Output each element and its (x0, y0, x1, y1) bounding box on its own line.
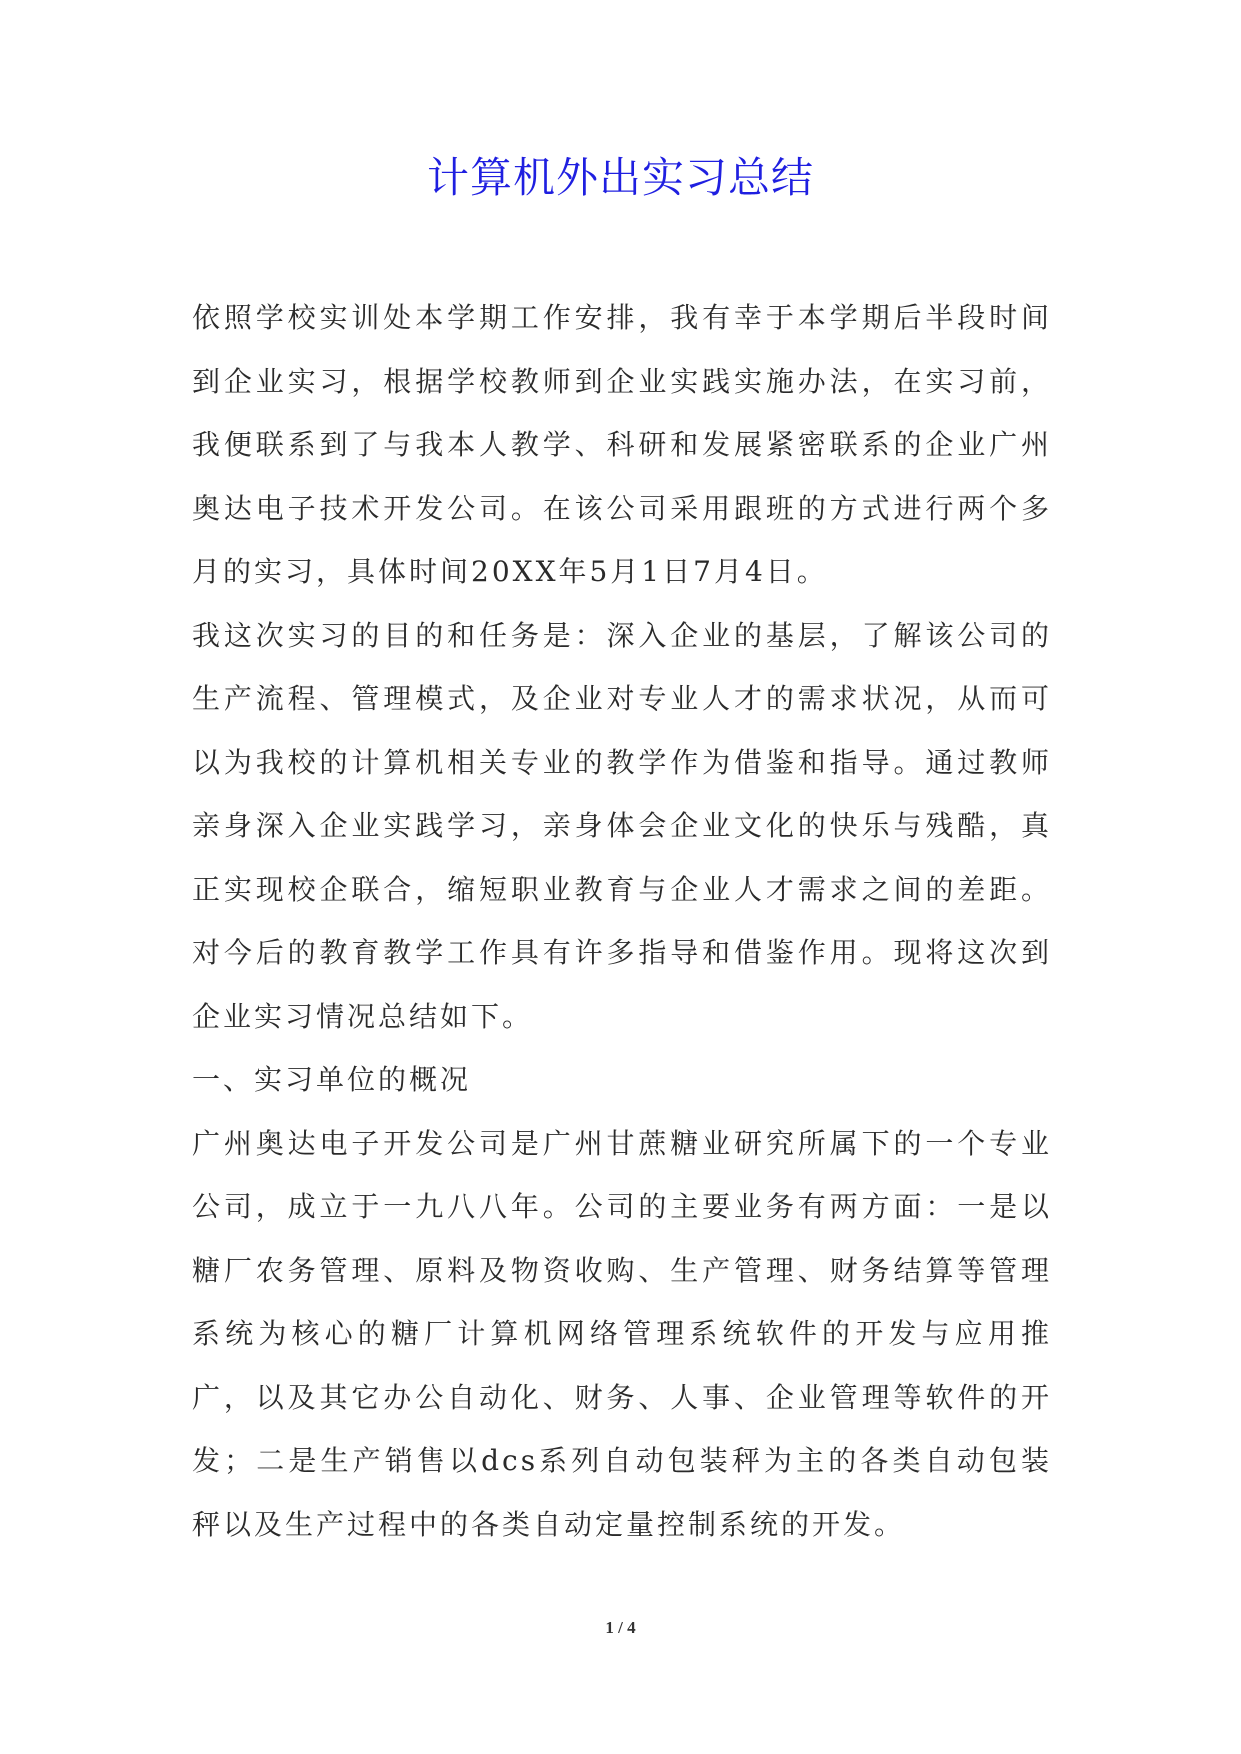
paragraph-intro: 依照学校实训处本学期工作安排，我有幸于本学期后半段时间到企业实习，根据学校教师到企业实践实施办法，在实习前，我便联系到了与我本人教学、科研和发展紧密联系的企业广州奥达电子技术开发公司。在该公司采用跟班的方式进行两个多月的实习，具体时间20XX年5月1日7月4日。 (192, 301, 1052, 588)
paragraph-purpose: 我这次实习的目的和任务是：深入企业的基层，了解该公司的生产流程、管理模式，及企业对专业人才的需求状况，从而可以为我校的计算机相关专业的教学作为借鉴和指导。通过教师亲身深入企业实践学习，亲身体会企业文化的快乐与残酷，真正实现校企联合，缩短职业教育与企业人才需求之间的差距。对今后的教育教学工作具有许多指导和借鉴作用。现将这次到企业实习情况总结如下。 (192, 618, 1052, 1033)
page-number: 1 / 4 (605, 1618, 636, 1637)
paragraph-company: 广州奥达电子开发公司是广州甘蔗糖业研究所属下的一个专业公司，成立于一九八八年。公司的主要业务有两方面：一是以糖厂农务管理、原料及物资收购、生产管理、财务结算等管理系统为核心的糖厂计算机网络管理系统软件的开发与应用推广，以及其它办公自动化、财务、人事、企业管理等软件的开发；二是生产销售以dcs系列自动包装秤为主的各类自动包装秤以及生产过程中的各类自动定量控制系统的开发。 (192, 1126, 1052, 1541)
document-body (192, 286, 1052, 1556)
document-title: 计算机外出实习总结 (426, 153, 814, 202)
section-heading-company-overview: 一、实习单位的概况 (192, 1063, 472, 1096)
